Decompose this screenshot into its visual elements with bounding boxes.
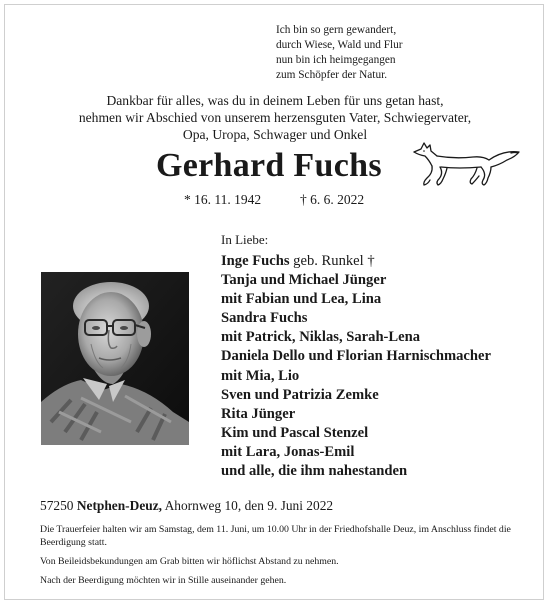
mourner-line [221, 252, 491, 271]
mourner-line: Sven und Patrizia Zemke [221, 386, 379, 403]
intro-line: Opa, Uropa, Schwager und Onkel [182, 127, 368, 142]
mourner-line: Kim und Pascal Stenzel [221, 424, 369, 441]
mourner-line: Daniela Dello und Florian Harnischmacher [221, 348, 491, 365]
poem-line: zum Schöpfer der Natur. [276, 69, 388, 81]
address-rest: Ahornweg 10, den 9. Juni 2022 [162, 498, 334, 513]
poem-line: durch Wiese, Wald und Flur [276, 39, 403, 51]
mourner-line: Sandra Fuchs [221, 310, 308, 327]
mourner-line: Tanja und Michael Jünger [221, 272, 387, 289]
deceased-name: Gerhard Fuchs [156, 147, 382, 184]
mourners-list [221, 231, 491, 481]
funeral-notes [40, 523, 520, 593]
mourner-name: Inge Fuchs [221, 253, 290, 269]
fox-icon [411, 140, 523, 190]
poem-line: nun bin ich heimgegangen [276, 54, 396, 66]
intro-text [0, 92, 550, 143]
mourner-line: mit Lara, Jonas-Emil [221, 443, 355, 460]
address-line [40, 498, 333, 514]
note-paragraph: Von Beileidsbekundungen am Grab bitten wir höflichst Abstand zu nehmen. [40, 556, 339, 567]
poem-line: Ich bin so gern gewandert, [276, 24, 397, 36]
address-zip: 57250 [40, 498, 77, 513]
mourner-line: mit Patrick, Niklas, Sarah-Lena [221, 329, 421, 346]
birth-date: * 16. 11. 1942 [184, 192, 262, 207]
mourners-intro: In Liebe: [221, 232, 269, 247]
poem [276, 23, 403, 83]
note-paragraph: Die Trauerfeier halten wir am Samstag, dem 11. Juni, um 10.00 Uhr in der Friedhofshalle Deuz, im Anschluss findet die Beerdigung statt. [40, 524, 511, 548]
death-date: † 6. 6. 2022 [300, 192, 365, 207]
mourner-line: mit Fabian und Lea, Lina [221, 291, 382, 308]
portrait-photo [41, 272, 189, 445]
mourner-suffix: geb. Runkel † [289, 253, 375, 269]
address-town: Netphen-Deuz, [76, 498, 162, 513]
intro-line: nehmen wir Abschied von unserem herzensguten Vater, Schwiegervater, [78, 110, 472, 125]
mourner-line: Rita Jünger [221, 405, 296, 422]
intro-line: Dankbar für alles, was du in deinem Leben für uns getan hast, [106, 93, 444, 108]
mourner-line: und alle, die ihm nahestanden [221, 463, 408, 480]
mourner-line: mit Mia, Lio [221, 367, 300, 384]
note-paragraph: Nach der Beerdigung möchten wir in Stille auseinander gehen. [40, 575, 287, 586]
